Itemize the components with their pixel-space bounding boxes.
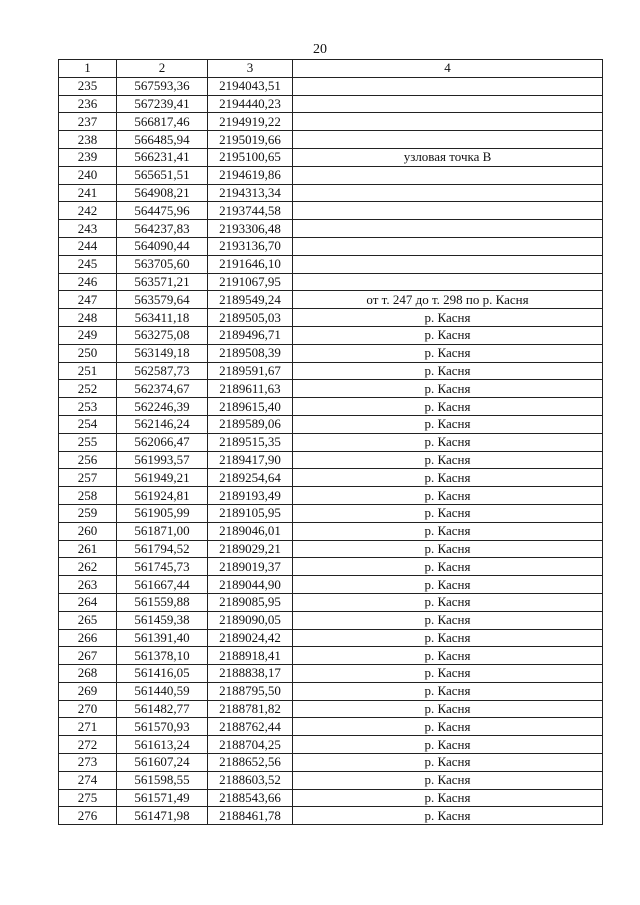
description-cell: р. Касня (293, 451, 603, 469)
y-coordinate-cell: 2188603,52 (208, 771, 293, 789)
description-cell: р. Касня (293, 540, 603, 558)
x-coordinate-cell: 567239,41 (117, 95, 208, 113)
x-coordinate-cell: 562246,39 (117, 398, 208, 416)
x-coordinate-cell: 567593,36 (117, 77, 208, 95)
table-row (59, 309, 603, 327)
x-coordinate-cell: 561924,81 (117, 487, 208, 505)
description-cell: р. Касня (293, 469, 603, 487)
table-row (59, 629, 603, 647)
description-cell (293, 95, 603, 113)
description-cell: р. Касня (293, 487, 603, 505)
y-coordinate-cell: 2193744,58 (208, 202, 293, 220)
point-number-cell: 267 (59, 647, 117, 665)
table-body (59, 77, 603, 824)
x-coordinate-cell: 561440,59 (117, 682, 208, 700)
table-row (59, 202, 603, 220)
y-coordinate-cell: 2189024,42 (208, 629, 293, 647)
y-coordinate-cell: 2189611,63 (208, 380, 293, 398)
description-cell: р. Касня (293, 558, 603, 576)
point-number-cell: 259 (59, 504, 117, 522)
table-row (59, 184, 603, 202)
point-number-cell: 274 (59, 771, 117, 789)
y-coordinate-cell: 2189019,37 (208, 558, 293, 576)
y-coordinate-cell: 2189044,90 (208, 576, 293, 594)
y-coordinate-cell: 2194043,51 (208, 77, 293, 95)
point-number-cell: 254 (59, 415, 117, 433)
table-row (59, 593, 603, 611)
point-number-cell: 251 (59, 362, 117, 380)
y-coordinate-cell: 2189496,71 (208, 326, 293, 344)
y-coordinate-cell: 2195019,66 (208, 131, 293, 149)
point-number-cell: 263 (59, 576, 117, 594)
x-coordinate-cell: 561378,10 (117, 647, 208, 665)
y-coordinate-cell: 2189090,05 (208, 611, 293, 629)
point-number-cell: 235 (59, 77, 117, 95)
y-coordinate-cell: 2189254,64 (208, 469, 293, 487)
y-coordinate-cell: 2189589,06 (208, 415, 293, 433)
point-number-cell: 255 (59, 433, 117, 451)
point-number-cell: 271 (59, 718, 117, 736)
description-cell (293, 131, 603, 149)
point-number-cell: 243 (59, 220, 117, 238)
description-cell: р. Касня (293, 754, 603, 772)
point-number-cell: 247 (59, 291, 117, 309)
y-coordinate-cell: 2193136,70 (208, 237, 293, 255)
table-row (59, 237, 603, 255)
table-row (59, 113, 603, 131)
point-number-cell: 264 (59, 593, 117, 611)
y-coordinate-cell: 2193306,48 (208, 220, 293, 238)
x-coordinate-cell: 561871,00 (117, 522, 208, 540)
point-number-cell: 242 (59, 202, 117, 220)
header-x-coordinate: 2 (117, 60, 208, 78)
x-coordinate-cell: 561471,98 (117, 807, 208, 825)
description-cell: р. Касня (293, 326, 603, 344)
description-cell: узловая точка В (293, 148, 603, 166)
description-cell: р. Касня (293, 576, 603, 594)
point-number-cell: 261 (59, 540, 117, 558)
table-row (59, 344, 603, 362)
x-coordinate-cell: 561416,05 (117, 665, 208, 683)
table-row (59, 131, 603, 149)
x-coordinate-cell: 566817,46 (117, 113, 208, 131)
table-row (59, 255, 603, 273)
y-coordinate-cell: 2188762,44 (208, 718, 293, 736)
table-row (59, 433, 603, 451)
x-coordinate-cell: 563411,18 (117, 309, 208, 327)
table-row (59, 736, 603, 754)
table-row (59, 326, 603, 344)
x-coordinate-cell: 563571,21 (117, 273, 208, 291)
description-cell: от т. 247 до т. 298 по р. Касня (293, 291, 603, 309)
x-coordinate-cell: 562146,24 (117, 415, 208, 433)
y-coordinate-cell: 2189591,67 (208, 362, 293, 380)
description-cell: р. Касня (293, 736, 603, 754)
x-coordinate-cell: 562374,67 (117, 380, 208, 398)
y-coordinate-cell: 2194313,34 (208, 184, 293, 202)
table-row (59, 220, 603, 238)
x-coordinate-cell: 561613,24 (117, 736, 208, 754)
table-row (59, 166, 603, 184)
table-row (59, 558, 603, 576)
x-coordinate-cell: 561607,24 (117, 754, 208, 772)
x-coordinate-cell: 566485,94 (117, 131, 208, 149)
table-row (59, 522, 603, 540)
x-coordinate-cell: 564090,44 (117, 237, 208, 255)
x-coordinate-cell: 561667,44 (117, 576, 208, 594)
x-coordinate-cell: 561559,88 (117, 593, 208, 611)
point-number-cell: 269 (59, 682, 117, 700)
y-coordinate-cell: 2194619,86 (208, 166, 293, 184)
y-coordinate-cell: 2195100,65 (208, 148, 293, 166)
x-coordinate-cell: 564237,83 (117, 220, 208, 238)
x-coordinate-cell: 561570,93 (117, 718, 208, 736)
table-row (59, 771, 603, 789)
point-number-cell: 273 (59, 754, 117, 772)
description-cell: р. Касня (293, 700, 603, 718)
table-row (59, 95, 603, 113)
description-cell: р. Касня (293, 611, 603, 629)
point-number-cell: 268 (59, 665, 117, 683)
point-number-cell: 244 (59, 237, 117, 255)
point-number-cell: 265 (59, 611, 117, 629)
x-coordinate-cell: 563579,64 (117, 291, 208, 309)
point-number-cell: 275 (59, 789, 117, 807)
x-coordinate-cell: 563149,18 (117, 344, 208, 362)
table-row (59, 362, 603, 380)
point-number-cell: 252 (59, 380, 117, 398)
y-coordinate-cell: 2188795,50 (208, 682, 293, 700)
table-row (59, 807, 603, 825)
table-row (59, 665, 603, 683)
table-row (59, 504, 603, 522)
x-coordinate-cell: 565651,51 (117, 166, 208, 184)
y-coordinate-cell: 2188704,25 (208, 736, 293, 754)
table-row (59, 700, 603, 718)
point-number-cell: 262 (59, 558, 117, 576)
y-coordinate-cell: 2189046,01 (208, 522, 293, 540)
y-coordinate-cell: 2189508,39 (208, 344, 293, 362)
y-coordinate-cell: 2188461,78 (208, 807, 293, 825)
x-coordinate-cell: 561949,21 (117, 469, 208, 487)
description-cell (293, 166, 603, 184)
y-coordinate-cell: 2189549,24 (208, 291, 293, 309)
y-coordinate-cell: 2191646,10 (208, 255, 293, 273)
table-row (59, 576, 603, 594)
y-coordinate-cell: 2189615,40 (208, 398, 293, 416)
point-number-cell: 253 (59, 398, 117, 416)
point-number-cell: 240 (59, 166, 117, 184)
description-cell (293, 273, 603, 291)
point-number-cell: 245 (59, 255, 117, 273)
table-row (59, 273, 603, 291)
table-row (59, 148, 603, 166)
x-coordinate-cell: 561482,77 (117, 700, 208, 718)
point-number-cell: 241 (59, 184, 117, 202)
description-cell (293, 113, 603, 131)
point-number-cell: 256 (59, 451, 117, 469)
description-cell: р. Касня (293, 629, 603, 647)
description-cell: р. Касня (293, 647, 603, 665)
x-coordinate-cell: 561905,99 (117, 504, 208, 522)
table-row (59, 487, 603, 505)
x-coordinate-cell: 566231,41 (117, 148, 208, 166)
description-cell: р. Касня (293, 682, 603, 700)
description-cell: р. Касня (293, 362, 603, 380)
description-cell: р. Касня (293, 789, 603, 807)
description-cell: р. Касня (293, 415, 603, 433)
y-coordinate-cell: 2194919,22 (208, 113, 293, 131)
description-cell: р. Касня (293, 522, 603, 540)
x-coordinate-cell: 561993,57 (117, 451, 208, 469)
coordinates-table (58, 59, 603, 825)
x-coordinate-cell: 561459,38 (117, 611, 208, 629)
x-coordinate-cell: 561598,55 (117, 771, 208, 789)
point-number-cell: 248 (59, 309, 117, 327)
y-coordinate-cell: 2194440,23 (208, 95, 293, 113)
table-row (59, 718, 603, 736)
y-coordinate-cell: 2191067,95 (208, 273, 293, 291)
point-number-cell: 272 (59, 736, 117, 754)
description-cell (293, 202, 603, 220)
table-row (59, 398, 603, 416)
x-coordinate-cell: 564475,96 (117, 202, 208, 220)
x-coordinate-cell: 562587,73 (117, 362, 208, 380)
description-cell (293, 220, 603, 238)
table-row (59, 611, 603, 629)
y-coordinate-cell: 2188838,17 (208, 665, 293, 683)
table-row (59, 754, 603, 772)
point-number-cell: 237 (59, 113, 117, 131)
x-coordinate-cell: 561745,73 (117, 558, 208, 576)
point-number-cell: 246 (59, 273, 117, 291)
description-cell: р. Касня (293, 433, 603, 451)
description-cell (293, 237, 603, 255)
table-row (59, 77, 603, 95)
table-row (59, 291, 603, 309)
y-coordinate-cell: 2189085,95 (208, 593, 293, 611)
x-coordinate-cell: 561391,40 (117, 629, 208, 647)
description-cell: р. Касня (293, 398, 603, 416)
table-row (59, 789, 603, 807)
table-row (59, 682, 603, 700)
description-cell: р. Касня (293, 718, 603, 736)
point-number-cell: 236 (59, 95, 117, 113)
x-coordinate-cell: 561571,49 (117, 789, 208, 807)
point-number-cell: 270 (59, 700, 117, 718)
y-coordinate-cell: 2189515,35 (208, 433, 293, 451)
description-cell: р. Касня (293, 344, 603, 362)
description-cell (293, 255, 603, 273)
header-y-coordinate: 3 (208, 60, 293, 78)
y-coordinate-cell: 2189193,49 (208, 487, 293, 505)
x-coordinate-cell: 563275,08 (117, 326, 208, 344)
y-coordinate-cell: 2189105,95 (208, 504, 293, 522)
point-number-cell: 257 (59, 469, 117, 487)
header-point-number: 1 (59, 60, 117, 78)
description-cell: р. Касня (293, 665, 603, 683)
x-coordinate-cell: 563705,60 (117, 255, 208, 273)
y-coordinate-cell: 2189417,90 (208, 451, 293, 469)
point-number-cell: 260 (59, 522, 117, 540)
x-coordinate-cell: 561794,52 (117, 540, 208, 558)
description-cell: р. Касня (293, 380, 603, 398)
y-coordinate-cell: 2189029,21 (208, 540, 293, 558)
table-row (59, 451, 603, 469)
point-number-cell: 239 (59, 148, 117, 166)
table-row (59, 647, 603, 665)
table-row (59, 380, 603, 398)
description-cell: р. Касня (293, 593, 603, 611)
y-coordinate-cell: 2188918,41 (208, 647, 293, 665)
description-cell (293, 77, 603, 95)
y-coordinate-cell: 2188652,56 (208, 754, 293, 772)
table-row (59, 469, 603, 487)
table-row (59, 415, 603, 433)
header-description: 4 (293, 60, 603, 78)
point-number-cell: 238 (59, 131, 117, 149)
description-cell (293, 184, 603, 202)
x-coordinate-cell: 564908,21 (117, 184, 208, 202)
description-cell: р. Касня (293, 309, 603, 327)
point-number-cell: 258 (59, 487, 117, 505)
description-cell: р. Касня (293, 504, 603, 522)
y-coordinate-cell: 2188781,82 (208, 700, 293, 718)
page-number: 20 (313, 42, 327, 57)
y-coordinate-cell: 2189505,03 (208, 309, 293, 327)
point-number-cell: 250 (59, 344, 117, 362)
point-number-cell: 276 (59, 807, 117, 825)
point-number-cell: 266 (59, 629, 117, 647)
description-cell: р. Касня (293, 807, 603, 825)
table-header-row (59, 60, 603, 78)
x-coordinate-cell: 562066,47 (117, 433, 208, 451)
description-cell: р. Касня (293, 771, 603, 789)
table-row (59, 540, 603, 558)
point-number-cell: 249 (59, 326, 117, 344)
y-coordinate-cell: 2188543,66 (208, 789, 293, 807)
